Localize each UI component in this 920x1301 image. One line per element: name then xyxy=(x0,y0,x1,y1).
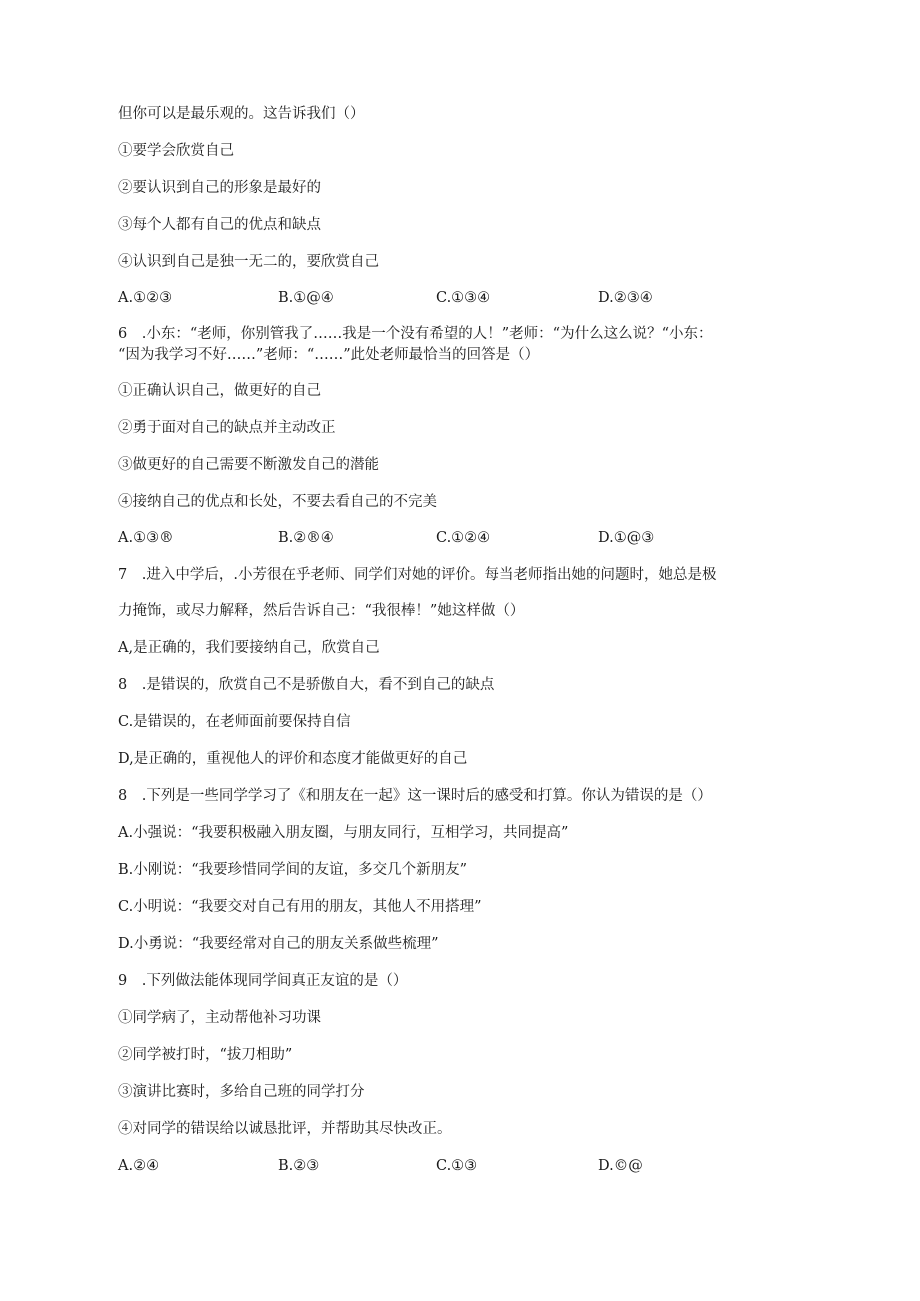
q9-option-b[interactable]: B.②③ xyxy=(278,1158,320,1174)
q8-choice-b[interactable]: B.小刚说：“我要珍惜同学间的友谊，多交几个新朋友” xyxy=(118,862,468,878)
q7-stem-line-1: 7 .进入中学后，.小芳很在乎老师、同学们对她的评价。每当老师指出她的问题时，她总是极 xyxy=(118,567,717,583)
q6-option-a[interactable]: A.①③® xyxy=(118,530,174,546)
q6-option-d[interactable]: D.①@③ xyxy=(598,530,655,546)
q6-options xyxy=(118,528,818,548)
q5-statement-1: ①要学会欣赏自己 xyxy=(118,143,234,159)
q9-option-c[interactable]: C.①③ xyxy=(436,1158,478,1174)
q6-stem-line-2: “因为我学习不好……”老师：“……”此处老师最恰当的回答是（） xyxy=(118,347,540,363)
q8-choice-a[interactable]: A.小强说：“我要积极融入朋友圈，与朋友同行，互相学习，共同提高” xyxy=(118,825,569,841)
q5-statement-4: ④认识到自己是独一无二的，要欣赏自己 xyxy=(118,254,379,270)
q7-choice-c[interactable]: C.是错误的，在老师面前要保持自信 xyxy=(118,714,351,730)
q7-choice-d[interactable]: D,是正确的，重视他人的评价和态度才能做更好的自己 xyxy=(118,751,468,767)
q8-stem: 8 .下列是一些同学学习了《和朋友在一起》这一课时后的感受和打算。你认为错误的是（） xyxy=(118,788,712,804)
q8-choice-d[interactable]: D.小勇说：“我要经常对自己的朋友关系做些梳理” xyxy=(118,936,439,952)
q9-option-a[interactable]: A.②④ xyxy=(118,1158,160,1174)
q7-choice-b[interactable]: 8 .是错误的，欣赏自己不是骄傲自大，看不到自己的缺点 xyxy=(118,677,495,693)
q6-statement-4: ④接纳自己的优点和长处，不要去看自己的不完美 xyxy=(118,494,437,510)
q6-statement-3: ③做更好的自己需要不断激发自己的潜能 xyxy=(118,457,379,473)
q9-stem: 9 .下列做法能体现同学间真正友谊的是（） xyxy=(118,973,408,989)
q9-option-d[interactable]: D.©@ xyxy=(598,1158,643,1174)
q9-statement-1: ①同学病了，主动帮他补习功课 xyxy=(118,1010,321,1026)
q9-statement-3: ③演讲比赛时，多给自己班的同学打分 xyxy=(118,1084,365,1100)
q6-statement-2: ②勇于面对自己的缺点并主动改正 xyxy=(118,420,336,436)
q9-options xyxy=(118,1156,818,1176)
q6-option-b[interactable]: B.②®④ xyxy=(278,530,334,546)
q5-option-c[interactable]: C.①③④ xyxy=(436,290,491,306)
q5-options xyxy=(118,288,818,308)
q5-stem-tail: 但你可以是最乐观的。这告诉我们（） xyxy=(118,106,365,122)
q5-option-a[interactable]: A.①②③ xyxy=(118,290,173,306)
q6-statement-1: ①正确认识自己，做更好的自己 xyxy=(118,383,321,399)
q8-choice-c[interactable]: C.小明说：“我要交对自己有用的朋友，其他人不用搭理” xyxy=(118,899,482,915)
q6-option-c[interactable]: C.①②④ xyxy=(436,530,491,546)
q7-choice-a[interactable]: A,是正确的，我们要接纳自己，欣赏自己 xyxy=(118,640,380,656)
q6-stem-line-1: 6 .小东：“老师，你别管我了……我是一个没有希望的人！”老师：“为什么这么说？“小东： xyxy=(118,326,713,342)
q7-stem-line-2: 力掩饰，或尽力解释，然后告诉自己：“我很棒！”她这样做（） xyxy=(118,603,525,619)
q5-option-d[interactable]: D.②③④ xyxy=(598,290,653,306)
q9-statement-2: ②同学被打时，“拔刀相助” xyxy=(118,1047,293,1063)
q5-option-b[interactable]: B.①@④ xyxy=(278,290,334,306)
q9-statement-4: ④对同学的错误给以诚恳批评，并帮助其尽快改正。 xyxy=(118,1121,452,1137)
q5-statement-2: ②要认识到自己的形象是最好的 xyxy=(118,180,321,196)
q5-statement-3: ③每个人都有自己的优点和缺点 xyxy=(118,217,321,233)
